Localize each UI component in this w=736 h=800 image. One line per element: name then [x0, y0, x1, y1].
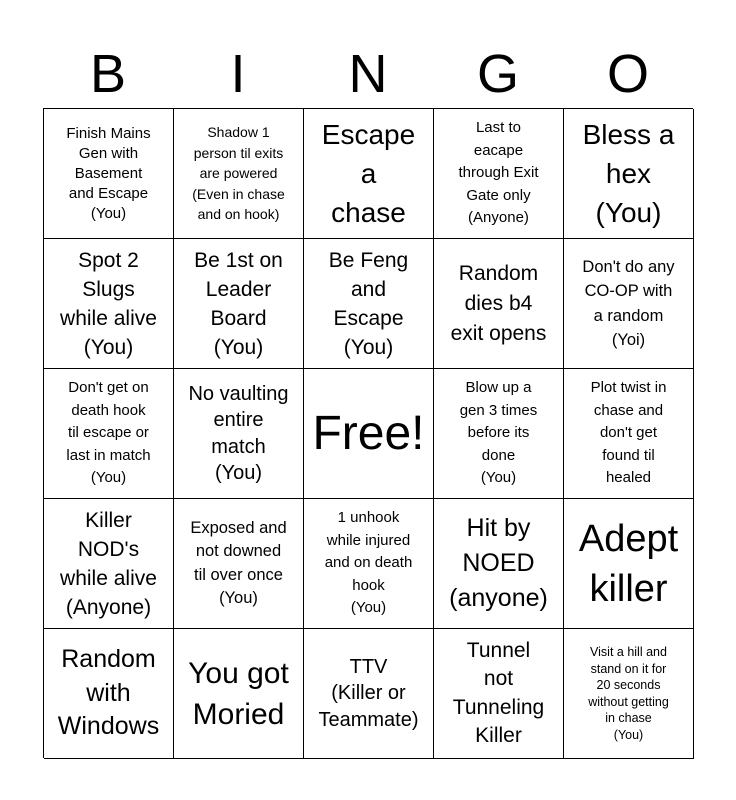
cell-text: Tunnel not Tunneling Killer [452, 638, 545, 747]
cell-text: Be Feng and Escape (You) [328, 248, 409, 359]
bingo-cell-r2-c5[interactable] [564, 239, 694, 369]
bingo-cell-r1-c1[interactable] [44, 109, 174, 239]
bingo-cell-r1-c2[interactable] [174, 109, 304, 239]
bingo-header [43, 40, 693, 108]
bingo-cell-r5-c4[interactable] [434, 629, 564, 759]
cell-text: Don't get on death hook til escape or last in match (You) [66, 379, 151, 487]
cell-text: Visit a hill and stand on it for 20 seconds without getting in chase (You) [588, 645, 669, 742]
cell-text: Shadow 1 person til exits are powered (Even in chase and on hook) [192, 124, 285, 223]
bingo-cell-r1-c5[interactable] [564, 109, 694, 239]
bingo-cell-r5-c5[interactable] [564, 629, 694, 759]
bingo-cell-r2-c3[interactable] [304, 239, 434, 369]
cell-text: Adept killer [578, 517, 679, 610]
header-letter-b: B [89, 44, 127, 104]
cell-text: You got Moried [188, 656, 289, 731]
cell-text: Be 1st on Leader Board (You) [194, 248, 283, 359]
cell-text: Plot twist in chase and don't get found til healed [590, 379, 667, 487]
bingo-cell-r3-c1[interactable] [44, 369, 174, 499]
cell-text: Hit by NOED (anyone) [449, 514, 548, 612]
bingo-cell-r3-c2[interactable] [174, 369, 304, 499]
header-letter-o: O [606, 44, 649, 104]
cell-text: Random dies b4 exit opens [450, 261, 547, 345]
bingo-cell-r3-c4[interactable] [434, 369, 564, 499]
bingo-cell-r2-c4[interactable] [434, 239, 564, 369]
header-letter-i: I [230, 44, 246, 104]
cell-text: Escape a chase [321, 119, 416, 228]
cell-text: Spot 2 Slugs while alive (You) [60, 248, 157, 359]
bingo-grid [43, 108, 693, 758]
bingo-cell-r5-c2[interactable] [174, 629, 304, 759]
bingo-cell-r1-c3[interactable] [304, 109, 434, 239]
bingo-cell-r5-c1[interactable] [44, 629, 174, 759]
header-letter-n: N [348, 44, 388, 104]
cell-text: Exposed and not downed til over once (You) [190, 518, 287, 607]
bingo-cell-r2-c1[interactable] [44, 239, 174, 369]
cell-text: Bless a hex (You) [582, 119, 675, 228]
cell-text: TTV (Killer or Teammate) [318, 655, 419, 731]
bingo-cell-r4-c2[interactable] [174, 499, 304, 629]
bingo-cell-r4-c5[interactable] [564, 499, 694, 629]
bingo-cell-r1-c4[interactable] [434, 109, 564, 239]
cell-text: Don't do any CO-OP with a random (Yoi) [582, 257, 675, 349]
bingo-cell-r4-c1[interactable] [44, 499, 174, 629]
bingo-cell-r3-c5[interactable] [564, 369, 694, 499]
bingo-cell-r5-c3[interactable] [304, 629, 434, 759]
cell-text: Last to eacape through Exit Gate only (Anyone) [458, 119, 539, 227]
cell-text: 1 unhook while injured and on death hook (You) [324, 509, 413, 617]
bingo-cell-r4-c3[interactable] [304, 499, 434, 629]
bingo-cell-r4-c4[interactable] [434, 499, 564, 629]
header-letter-g: G [476, 44, 519, 104]
free-space-text: Free! [312, 406, 425, 460]
cell-text: Killer NOD's while alive (Anyone) [60, 508, 157, 619]
cell-text: Blow up a gen 3 times before its done (You) [459, 379, 538, 487]
cell-text: Random with Windows [57, 645, 160, 741]
cell-text: Finish Mains Gen with Basement and Escape (You) [66, 124, 151, 222]
bingo-cell-r2-c2[interactable] [174, 239, 304, 369]
cell-text: No vaulting entire match (You) [188, 382, 289, 484]
bingo-cell-free[interactable] [304, 369, 434, 499]
